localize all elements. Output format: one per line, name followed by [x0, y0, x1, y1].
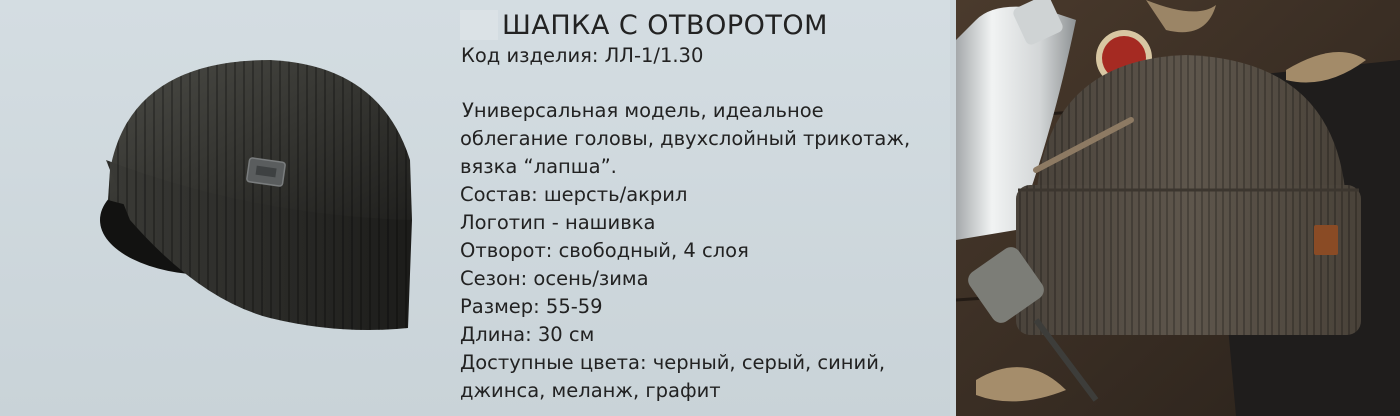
product-description — [460, 97, 940, 405]
description-line: облегание головы, двухслойный трикотаж, — [460, 127, 911, 150]
spec-season: Сезон: осень/зима — [460, 267, 649, 290]
product-title: ШАПКА С ОТВОРОТОМ — [502, 9, 828, 41]
spec-logo: Логотип - нашивка — [460, 211, 656, 234]
spec-cuff: Отворот: свободный, 4 слоя — [460, 239, 749, 262]
spec-length: Длина: 30 см — [460, 323, 595, 346]
spec-colors-cont: джинса, меланж, графит — [460, 379, 721, 402]
beanie-product-photo-icon — [90, 50, 430, 350]
description-line: вязка “лапша”. — [460, 155, 617, 178]
beanie-lifestyle-photo-icon — [956, 0, 1400, 416]
description-line: Универсальная модель, идеальное — [462, 99, 824, 122]
spec-composition: Состав: шерсть/акрил — [460, 183, 688, 206]
spec-size: Размер: 55-59 — [460, 295, 603, 318]
product-code: Код изделия: ЛЛ-1/1.30 — [461, 44, 704, 67]
title-accent-swatch — [460, 10, 498, 40]
spec-colors: Доступные цвета: черный, серый, синий, — [460, 351, 886, 374]
